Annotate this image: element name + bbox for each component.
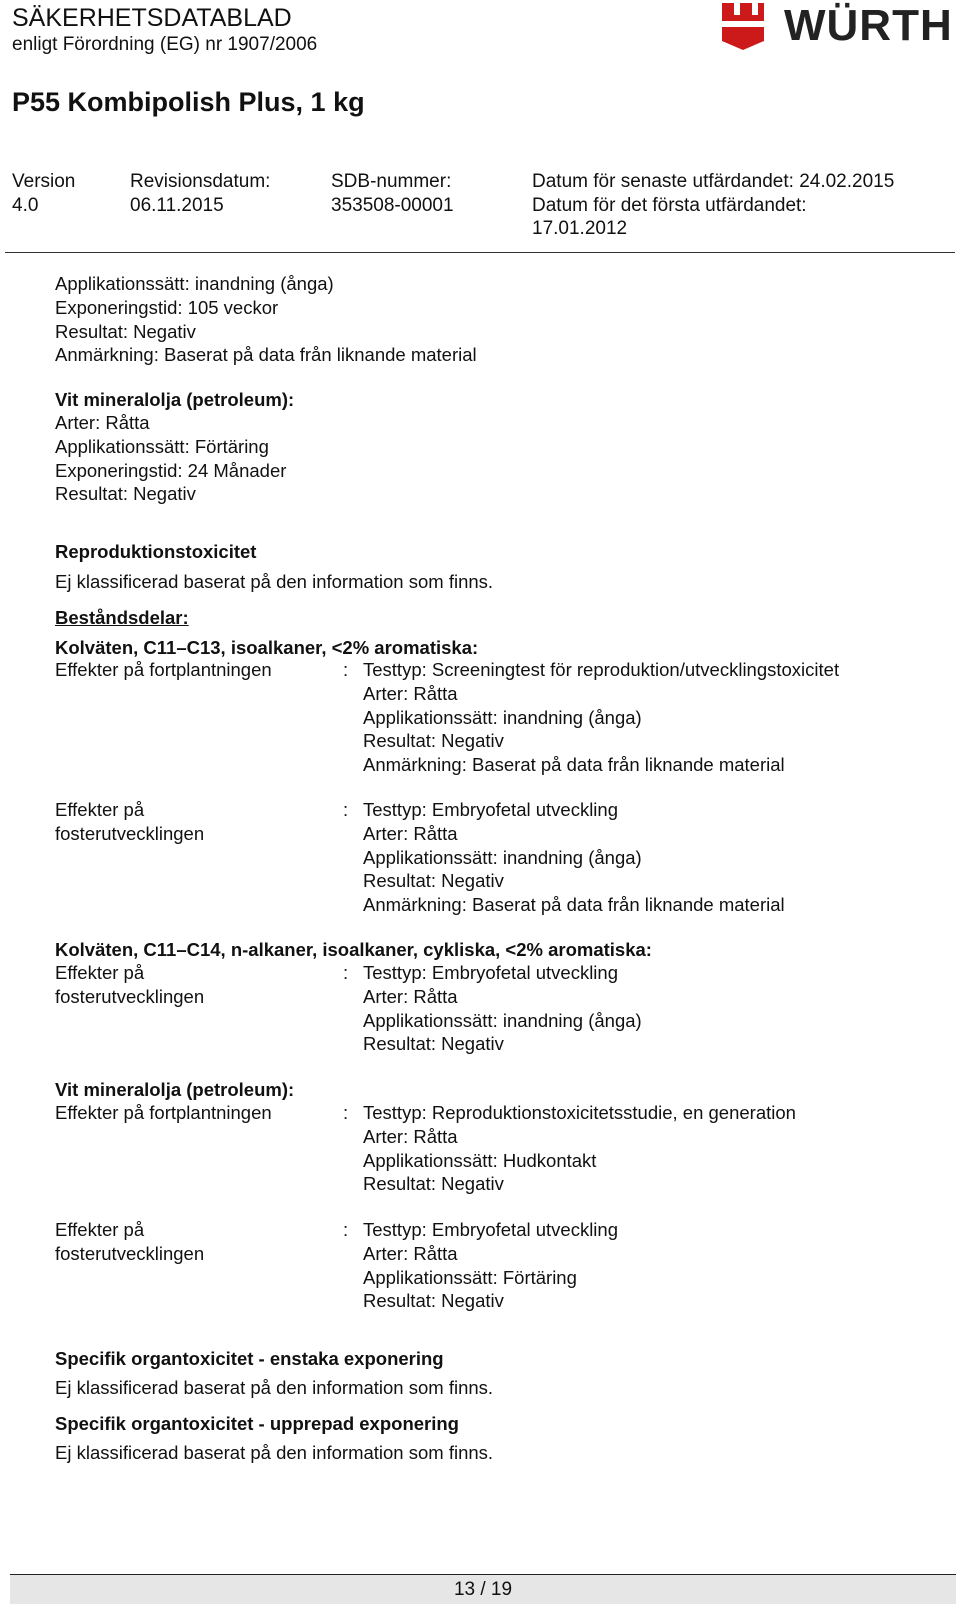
component-title: Vit mineralolja (petroleum):: [55, 1079, 295, 1100]
row-value-line: Testtyp: Screeningtest för reproduktion/utvecklingstoxicitet: [363, 659, 840, 680]
row-label-line: Effekter på: [55, 962, 145, 983]
row-label-line: fosterutvecklingen: [55, 822, 205, 844]
row-value-line: Arter: Råtta: [363, 682, 458, 704]
row-values: [363, 961, 642, 1056]
intro-line: Anmärkning: Baserat på data från liknande material: [55, 344, 477, 366]
white-oil-line: Exponeringstid: 24 Månader: [55, 459, 287, 481]
white-oil-block: [55, 411, 286, 506]
row-value-line: Testtyp: Reproduktionstoxicitetsstudie, en generation: [363, 1102, 796, 1123]
row-label: [55, 961, 204, 1009]
row-value-line: Applikationssätt: Förtäring: [363, 1266, 577, 1288]
white-oil-line: Arter: Råtta: [55, 412, 150, 433]
latest-issue-date: Datum för senaste utfärdandet: 24.02.2015: [532, 171, 895, 192]
footer-bar: [10, 1574, 956, 1604]
row-values: [363, 658, 839, 777]
component-title: Kolväten, C11–C13, isoalkaner, <2% aromatiska:: [55, 637, 479, 658]
row-value-line: Arter: Råtta: [363, 822, 458, 844]
product-name: P55 Kombipolish Plus, 1 kg: [12, 87, 365, 117]
wurth-emblem-icon: [718, 1, 768, 51]
row-value-line: Arter: Råtta: [363, 1125, 458, 1147]
row-value-line: Arter: Råtta: [363, 1242, 458, 1264]
row-value-line: Testtyp: Embryofetal utveckling: [363, 1219, 618, 1240]
row-value-line: Applikationssätt: inandning (ånga): [363, 846, 642, 868]
repro-text: Ej klassificerad baserat på den information som finns.: [55, 571, 494, 592]
row-label-line: fosterutvecklingen: [55, 1242, 205, 1264]
row-label: [55, 798, 204, 846]
row-colon: :: [343, 799, 349, 820]
row-value-line: Resultat: Negativ: [363, 1290, 504, 1312]
row-colon: :: [343, 1219, 349, 1240]
row-label-line: Effekter på: [55, 799, 145, 820]
first-issue-label: Datum för det första utfärdandet:: [532, 195, 807, 216]
intro-line: Resultat: Negativ: [55, 320, 196, 342]
meta-version-value: 4.0: [12, 195, 39, 216]
component-title: Kolväten, C11–C14, n-alkaner, isoalkaner, cykliska, <2% aromatiska:: [55, 939, 652, 960]
page-number: 13 / 19: [453, 1579, 513, 1600]
header-divider: [5, 252, 955, 253]
row-value-line: Resultat: Negativ: [363, 730, 504, 752]
intro-block: [55, 272, 477, 367]
regulation: enligt Förordning (EG) nr 1907/2006: [12, 34, 318, 55]
row-label: Effekter på fortplantningen: [55, 659, 272, 680]
intro-line: Applikationssätt: inandning (ånga): [55, 273, 334, 294]
row-label: [55, 1218, 204, 1266]
doc-title: SÄKERHETSDATABLAD: [12, 4, 292, 32]
repro-title: Reproduktionstoxicitet: [55, 541, 257, 562]
stot-single-text: Ej klassificerad baserat på den information som finns.: [55, 1377, 494, 1398]
row-value-line: Testtyp: Embryofetal utveckling: [363, 799, 618, 820]
row-value-line: Arter: Råtta: [363, 985, 458, 1007]
stot-repeated-title: Specifik organtoxicitet - upprepad exponering: [55, 1413, 459, 1434]
row-value-line: Testtyp: Embryofetal utveckling: [363, 962, 618, 983]
row-values: [363, 1101, 796, 1196]
white-oil-line: Resultat: Negativ: [55, 483, 196, 505]
intro-line: Exponeringstid: 105 veckor: [55, 296, 279, 318]
logo-wordmark: WÜRTH: [784, 1, 953, 50]
meta-revision-value: 06.11.2015: [130, 195, 224, 216]
row-values: [363, 1218, 618, 1313]
row-colon: :: [343, 1102, 349, 1123]
meta-sdb-label: SDB-nummer:: [331, 171, 452, 192]
row-colon: :: [343, 659, 349, 680]
stot-single-title: Specifik organtoxicitet - enstaka exponering: [55, 1348, 444, 1369]
row-value-line: Anmärkning: Baserat på data från liknande material: [363, 894, 785, 916]
row-value-line: Applikationssätt: Hudkontakt: [363, 1149, 597, 1171]
row-label: Effekter på fortplantningen: [55, 1102, 272, 1123]
components-heading: Beståndsdelar:: [55, 607, 189, 628]
white-oil-title: Vit mineralolja (petroleum):: [55, 389, 295, 410]
white-oil-line: Applikationssätt: Förtäring: [55, 435, 269, 457]
row-value-line: Applikationssätt: inandning (ånga): [363, 706, 642, 728]
row-value-line: Resultat: Negativ: [363, 1173, 504, 1195]
meta-sdb-value: 353508-00001: [331, 195, 454, 216]
row-values: [363, 798, 785, 917]
stot-repeated-text: Ej klassificerad baserat på den information som finns.: [55, 1442, 494, 1463]
row-value-line: Anmärkning: Baserat på data från liknande material: [363, 754, 785, 776]
wurth-logo: [730, 1, 955, 51]
row-value-line: Applikationssätt: inandning (ånga): [363, 1009, 642, 1031]
meta-revision-label: Revisionsdatum:: [130, 171, 271, 192]
row-label-line: fosterutvecklingen: [55, 985, 205, 1007]
row-value-line: Resultat: Negativ: [363, 870, 504, 892]
first-issue-date: 17.01.2012: [532, 218, 628, 239]
row-colon: :: [343, 962, 349, 983]
row-label-line: Effekter på: [55, 1219, 145, 1240]
meta-version-label: Version: [12, 171, 76, 192]
row-value-line: Resultat: Negativ: [363, 1033, 504, 1055]
